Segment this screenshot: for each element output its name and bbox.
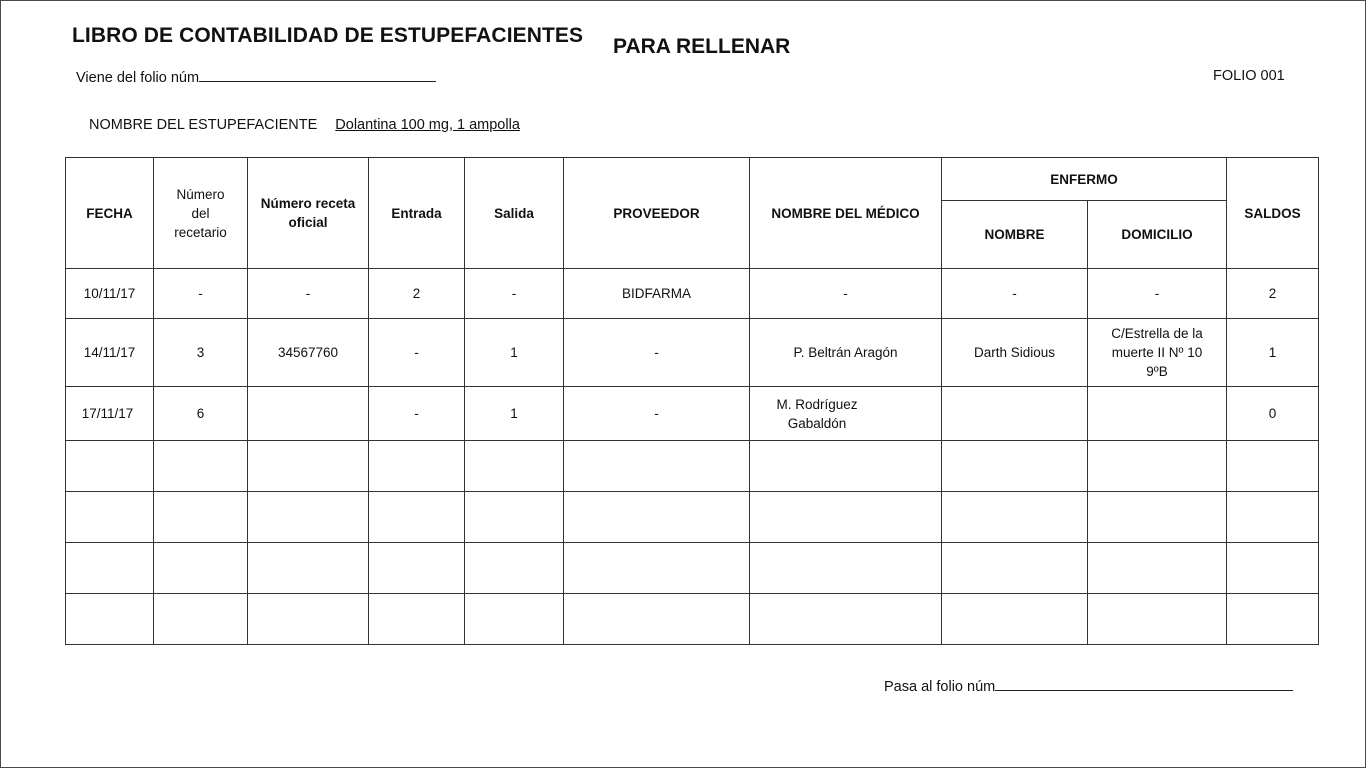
empty-cell <box>1227 594 1319 645</box>
empty-cell <box>465 441 564 492</box>
header-proveedor: PROVEEDOR <box>564 158 750 269</box>
empty-cell <box>750 492 942 543</box>
cell-receta: - <box>248 269 369 319</box>
cell-enfermo-nombre: Darth Sidious <box>942 319 1088 387</box>
cell-saldo: 2 <box>1227 269 1319 319</box>
cell-enfermo-domicilio: - <box>1088 269 1227 319</box>
empty-cell <box>564 543 750 594</box>
header-salida: Salida <box>465 158 564 269</box>
empty-cell <box>1227 492 1319 543</box>
pasa-blank-line <box>995 677 1293 691</box>
header-enfermo-nombre: NOMBRE <box>942 201 1088 269</box>
header-num-recetario-text: Número del recetario <box>174 186 227 240</box>
cell-enfermo-nombre <box>942 387 1088 441</box>
cell-medico: - <box>750 269 942 319</box>
empty-cell <box>942 594 1088 645</box>
header-saldos: SALDOS <box>1227 158 1319 269</box>
pasa-al-folio <box>884 677 1293 695</box>
viene-del-folio <box>76 68 436 86</box>
empty-cell <box>66 543 154 594</box>
empty-cell <box>465 492 564 543</box>
empty-cell <box>1227 441 1319 492</box>
empty-cell <box>942 441 1088 492</box>
empty-cell <box>942 543 1088 594</box>
empty-row <box>66 441 1319 492</box>
empty-cell <box>154 441 248 492</box>
cell-enfermo-nombre: - <box>942 269 1088 319</box>
empty-cell <box>66 441 154 492</box>
empty-cell <box>369 594 465 645</box>
document-title: LIBRO DE CONTABILIDAD DE ESTUPEFACIENTES <box>72 24 584 47</box>
cell-entrada: - <box>369 387 465 441</box>
cell-saldo: 0 <box>1227 387 1319 441</box>
header-num-recetario <box>154 158 248 269</box>
cell-medico: P. Beltrán Aragón <box>750 319 942 387</box>
empty-cell <box>369 543 465 594</box>
cell-proveedor: BIDFARMA <box>564 269 750 319</box>
empty-cell <box>942 492 1088 543</box>
cell-recetario: 6 <box>154 387 248 441</box>
cell-salida: - <box>465 269 564 319</box>
empty-cell <box>248 492 369 543</box>
header-entrada: Entrada <box>369 158 465 269</box>
cell-fecha: 10/11/17 <box>66 269 154 319</box>
empty-cell <box>248 441 369 492</box>
cell-saldo: 1 <box>1227 319 1319 387</box>
cell-recetario: - <box>154 269 248 319</box>
cell-entrada: 2 <box>369 269 465 319</box>
estupefaciente-value: Dolantina 100 mg, 1 ampolla <box>335 117 520 133</box>
empty-cell <box>1088 492 1227 543</box>
cell-receta <box>248 387 369 441</box>
cell-fecha: 14/11/17 <box>66 319 154 387</box>
cell-enfermo-domicilio: C/Estrella de la muerte II Nº 10 9ºB <box>1088 319 1227 387</box>
header-enfermo-domicilio: DOMICILIO <box>1088 201 1227 269</box>
empty-row <box>66 594 1319 645</box>
cell-proveedor: - <box>564 319 750 387</box>
cell-fecha: 17/11/17 <box>66 387 154 441</box>
document-subtitle: PARA RELLENAR <box>613 35 791 58</box>
cell-recetario: 3 <box>154 319 248 387</box>
cell-salida: 1 <box>465 387 564 441</box>
empty-cell <box>465 594 564 645</box>
empty-cell <box>369 492 465 543</box>
cell-receta: 34567760 <box>248 319 369 387</box>
empty-cell <box>248 594 369 645</box>
empty-cell <box>369 441 465 492</box>
empty-cell <box>66 594 154 645</box>
empty-cell <box>750 543 942 594</box>
cell-enfermo-domicilio <box>1088 387 1227 441</box>
empty-cell <box>1227 543 1319 594</box>
empty-cell <box>154 594 248 645</box>
viene-blank-line <box>199 68 436 82</box>
empty-cell <box>154 492 248 543</box>
empty-cell <box>564 594 750 645</box>
cell-proveedor: - <box>564 387 750 441</box>
empty-cell <box>750 441 942 492</box>
cell-salida: 1 <box>465 319 564 387</box>
empty-cell <box>465 543 564 594</box>
header-enfermo: ENFERMO <box>942 158 1227 201</box>
estupefaciente-name <box>89 117 520 133</box>
ledger-table <box>65 157 1319 645</box>
pasa-label: Pasa al folio núm <box>884 679 996 695</box>
empty-row <box>66 492 1319 543</box>
cell-entrada: - <box>369 319 465 387</box>
empty-cell <box>66 492 154 543</box>
empty-cell <box>154 543 248 594</box>
empty-cell <box>1088 543 1227 594</box>
folio-number: FOLIO 001 <box>1213 68 1285 84</box>
header-fecha: FECHA <box>66 158 154 269</box>
empty-cell <box>248 543 369 594</box>
table-row <box>66 387 1319 441</box>
estupefaciente-label: NOMBRE DEL ESTUPEFACIENTE <box>89 117 318 133</box>
header-num-receta <box>248 158 369 269</box>
header-row-1 <box>66 158 1319 201</box>
table-row <box>66 269 1319 319</box>
cell-medico: M. Rodríguez Gabaldón <box>750 387 942 441</box>
empty-cell <box>564 441 750 492</box>
empty-cell <box>564 492 750 543</box>
empty-cell <box>1088 441 1227 492</box>
empty-cell <box>750 594 942 645</box>
header-num-receta-text: Número receta oficial <box>260 196 356 230</box>
empty-cell <box>1088 594 1227 645</box>
empty-row <box>66 543 1319 594</box>
viene-label: Viene del folio núm <box>76 70 200 86</box>
table-row <box>66 319 1319 387</box>
header-medico: NOMBRE DEL MÉDICO <box>750 158 942 269</box>
